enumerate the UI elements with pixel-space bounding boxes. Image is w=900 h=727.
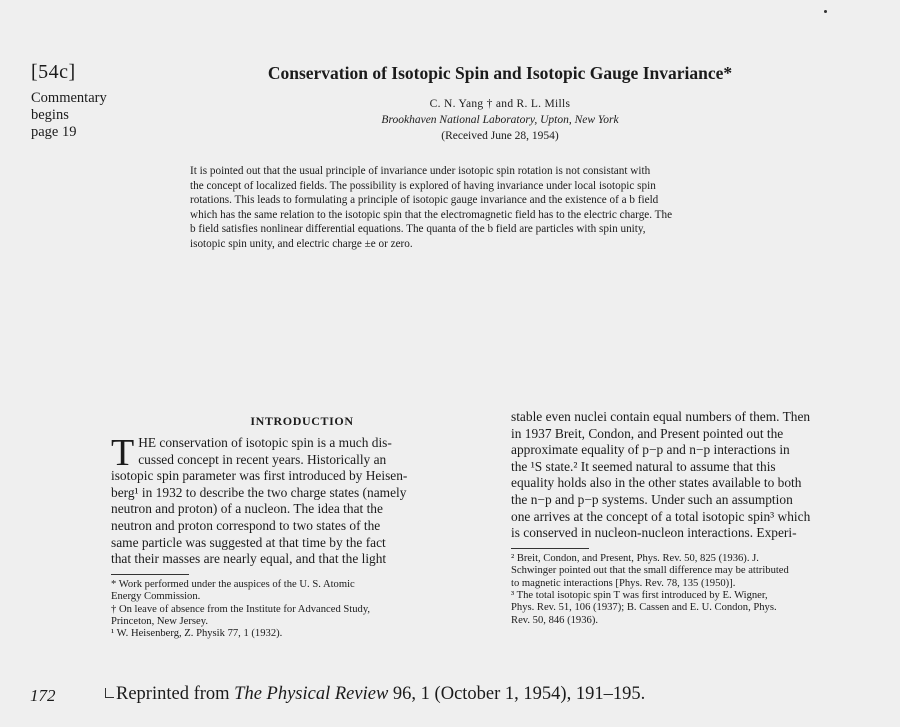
footnotes-left [111,579,493,641]
reprint-citation [105,684,645,705]
footnote-line: Energy Commission. [111,591,201,603]
body-line: the ¹S state.² It seemed natural to assume that this [511,458,776,474]
paper-title: Conservation of Isotopic Spin and Isotopic Gauge Invariance* [267,63,733,83]
commentary-margin-note [31,90,141,141]
body-line: is conserved in nucleon-nucleon interactions. Experi- [511,525,797,541]
footnote-divider [111,574,189,575]
left-column [111,414,493,641]
footnote-line: ² Breit, Condon, and Present, Phys. Rev. 50, 825 (1936). J. [511,552,759,564]
reprint-prefix: Reprinted from [116,684,235,704]
margin-note-line: begins [31,107,69,123]
journal-name: The Physical Review [234,684,389,704]
abstract-line: isotopic spin unity, and electric charge ±e or zero. [190,237,413,250]
footnote-line: Rev. 50, 846 (1936). [511,614,598,626]
body-line: cussed concept in recent years. Historically an [138,451,387,467]
received-date: (Received June 28, 1954) [441,130,559,142]
margin-note-line: Commentary [31,90,107,106]
footnote-line: ³ The total isotopic spin T was first introduced by E. Wigner, [511,589,768,601]
introduction-paragraph-right [511,409,890,542]
body-line: stable even nuclei contain equal numbers of them. Then [511,409,811,424]
page-number: 172 [30,686,56,705]
right-column [511,409,890,627]
abstract-line: which has the same relation to the isotopic spin that the electromagnetic field has to the electric charge. The [190,208,673,221]
introduction-paragraph-left [111,432,493,568]
body-line: neutron and proton correspond to two states of the [111,517,381,533]
footnote-line: † On leave of absence from the Institute for Advanced Study, [111,603,371,615]
body-line: same particle was suggested at that time by the fact [111,534,386,550]
body-line: neutron and proton) of a nucleon. The idea that the [111,501,383,517]
paper-authors: C. N. Yang † and R. L. Mills [429,98,571,110]
footnote-line: Princeton, New Jersey. [111,615,208,627]
body-line: HE conservation of isotopic spin is a much dis- [138,435,392,450]
footnote-line: Schwinger pointed out that the small difference may be attributed [511,565,789,577]
body-line: that their masses are nearly equal, and that the light [111,551,387,567]
body-line: approximate equality of p−p and n−p interactions in [511,442,790,458]
body-line: one arrives at the concept of a total isotopic spin³ which [511,508,811,524]
abstract-line: b field satisfies nonlinear differential equations. The quanta of the b field are particles with spin unity, [190,223,646,236]
abstract-line: It is pointed out that the usual principle of invariance under isotopic spin rotation is not consistant with [190,165,651,177]
footnotes-right [511,553,890,627]
body-line: berg¹ in 1932 to describe the two charge states (namely [111,484,407,500]
body-line: the n−p and p−p systems. Under such an assumption [511,491,793,507]
drop-cap: T [111,432,135,474]
footnote-divider [511,548,589,549]
paper-number-tag: [54c] [31,61,76,83]
body-line: isotopic spin parameter was first introduced by Heisen- [111,468,408,484]
footnote-line: * Work performed under the auspices of the U. S. Atomic [111,578,355,590]
body-line: in 1937 Breit, Condon, and Present pointed out the [511,425,784,441]
section-heading: INTRODUCTION [250,414,354,428]
abstract-line: rotations. This leads to formulating a principle of isotopic gauge invariance and the existence of a b field [190,194,659,207]
abstract-line: the concept of localized fields. The possibility is explored of having invariance under local isotopic spin [190,179,656,192]
corner-mark-icon [105,688,114,698]
body-line: equality holds also in the other states available to both [511,475,802,491]
footnote-line: to magnetic interactions [Phys. Rev. 78, 135 (1950)]. [511,577,736,589]
margin-note-line: page 19 [31,124,77,140]
footnote-line: Phys. Rev. 51, 106 (1937); B. Cassen and E. U. Condon, Phys. [511,602,777,614]
author-affiliation: Brookhaven National Laboratory, Upton, New York [381,114,619,126]
speck-mark [824,10,827,13]
footnote-line: ¹ W. Heisenberg, Z. Physik 77, 1 (1932). [111,628,283,640]
abstract [190,164,812,252]
reprint-details: 96, 1 (October 1, 1954), 191–195. [388,684,646,704]
